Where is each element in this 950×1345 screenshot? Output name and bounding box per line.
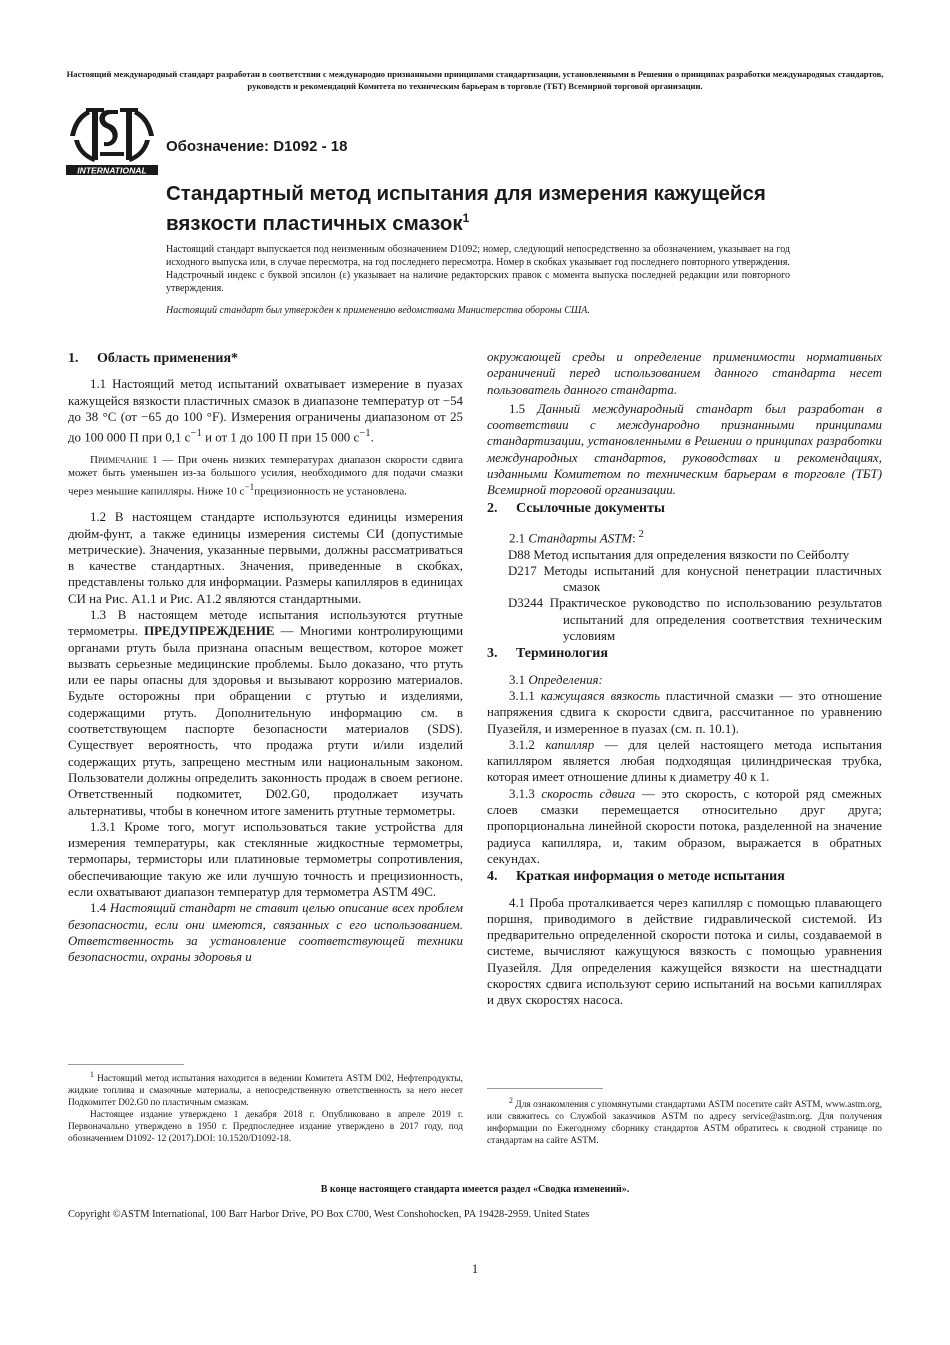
- footnote-1-edition: Настоящее издание утверждено 1 декабря 2018 г. Опубликовано в апреле 2019 г. Первоначально утверждено в 1950 г. Предпоследнее издание утверждено в 2017 году, под обозначением D1092- 12 (2017).DOI: 10.1520/D1092-18.: [68, 1110, 463, 1145]
- copyright: Copyright ©ASTM International, 100 Barr Harbor Drive, PO Box C700, West Conshohocken, PA 19428-2959. United States: [68, 1209, 590, 1220]
- footnote-2: $^2$ Для ознакомления с упомянутыми стандартами ASTM посетите сайт ASTM, www.astm.org, или свяжитесь со Службой заказчиков ASTM по адресу service@astm.org. Для получения информации по Ежегодному сборнику стандартов ASTM обратитесь к сводной странице по стандартам на сайте ASTM.: [487, 1096, 882, 1147]
- section-2-heading: 2. Ссылочные документы: [487, 500, 665, 516]
- footnote-1: $^1$ Настоящий метод испытания находится в ведении Комитета ASTM D02, Нефтепродукты, жидкие топлива и смазочные материалы, а непосредственную ответственность за него несет Подкомитет D02.G0 по пластичным смазкам.: [68, 1070, 463, 1109]
- issue-note: Настоящий стандарт выпускается под неизменным обозначением D1092; номер, следующий непосредственно за обозначением, указывает на год исходного выпуска или, в случае пересмотра, на год последнего пересмотра. Номер в скобках указывает год последнего повторного утверждения. Надстрочный индекс с буквой эпсилон (ε) указывает на наличие редакторских правок с момента выпуска последней редакции или повторного утверждения.: [166, 244, 790, 294]
- footnotes-left: [68, 1064, 463, 1145]
- footnote-divider: [487, 1088, 603, 1089]
- right-column: [487, 349, 882, 1009]
- section-1-heading: 1. Область применения*: [68, 351, 239, 366]
- footnotes-right: [487, 1088, 882, 1147]
- paragraph-4-1: 4.1 Проба проталкивается через капилляр с помощью плавающего поршня, приводимого в действие гидравлической системой. Из предварительно определенной скорости потока и силы, создаваемой в системе, вычисляют кажущуюся вязкость с помощью уравнения Пуазейля. Для определения кажущейся вязкости на шестнадцати скоростях сдвига используют серию испытаний на восьми капиллярах и двух скоростях насоса.: [487, 895, 882, 1008]
- paragraph-3-1-3: 3.1.3 скорость сдвига — это скорость, с которой ряд смежных слоев смазки перемещается относительно друг друга; пропорциональна линейной скорости потока, разделенной на значение радиуса капилляра, и, таким образом, выражается в обратных секундах.: [487, 786, 882, 866]
- paragraph-1-1: 1.1 Настоящий метод испытаний охватывает измерение в пуазах кажущейся вязкости пластичных смазок в диапазоне температур от −54 до 38 °С (от −65 до 100 °F). Измерения ограничены диапазоном от 25 до 100 000 П при 0,1 $с^{-1}$ и от 1 до 100 П при 15 000 $с^{-1}$.: [68, 377, 463, 445]
- paragraph-1-2: 1.2 В настоящем стандарте используются единицы измерения дюйм-фунт, а также единицы измерения системы СИ (допустимые метрические). Значения, указанные первыми, должны рассматриваться в качестве стандартных. Значения, приведенные в скобках, представлены только для информации. Размеры капилляров в единицах СИ на Рис. A1.1 и Рис. A1.2 являются стандартными.: [68, 510, 463, 606]
- paragraph-3-1-2: 3.1.2 капилляр — для целей настоящего метода испытания капилляром является любая подходящая цилиндрическая трубка, которая имеет отношение длины к диаметру 40 к 1.: [487, 737, 882, 785]
- paragraph-1-3: 1.3 В настоящем методе испытания используются ртутные термометры. ПРЕДУПРЕЖДЕНИЕ — Многими контролирующими органами ртуть была признана опасным веществом, которое может вызвать серьезные медицинские проблемы. Было доказано, что ртуть или ее пары опасны для здоровья и вызывают коррозию материалов. Будьте осторожны при обращении с ртутью и изделиями, содержащими ртуть. Дополнительную информацию см. в соответствующем паспорте безопасности материалов (SDS). Существует вероятность, что продажа ртути и/или изделий содержащих ртуть, запрещено местным или национальным законом. Пользователи должны определить законность продаж в своем регионе. Ответственный подкомитет, D02.G0, продолжает изучать альтернативы, чтобы в конечном итоге заменить ртутные термометры.: [68, 608, 463, 818]
- reference-d217: D217 Методы испытаний для конусной пенетрации пластичных смазок: [508, 563, 882, 595]
- note-1: Примечание 1 — При очень низких температурах диапазон скорости сдвига может быть уменьшен из-за большого усилия, необходимого для подачи смазки через меньшие капилляры. Ниже 10 $с^{-1}прецизионность$ не установлена.: [68, 453, 464, 498]
- footnote-divider: [68, 1064, 184, 1065]
- title-footnote-mark: 1: [462, 211, 470, 225]
- approval-note: Настоящий стандарт был утвержден к применению ведомствами Министерства обороны США.: [166, 305, 590, 316]
- section-4-heading: 4. Краткая информация о методе испытания: [487, 869, 785, 885]
- paragraph-1-4: 1.4 Настоящий стандарт не ставит целью описание всех проблем безопасности, если они имеются, связанных с его использованием. Ответственность за установление соответствующей техники безопасности, охраны здоровья и: [68, 901, 463, 965]
- paragraph-1-4-continued: окружающей среды и определение применимости нормативных ограничений перед использованием данного стандарта несет пользователь данного стандарта.: [487, 350, 882, 397]
- reference-d88: D88 Метод испытания для определения вязкости по Сейболту: [508, 547, 850, 562]
- paragraph-3-1-1: 3.1.1 кажущаяся вязкость пластичной смазки — это отношение напряжения сдвига к скорости сдвига, рассчитанное по уравнению Пуазейля, и измеренное в пуазах (см. п. 10.1).: [487, 688, 882, 736]
- standard-title: [166, 182, 806, 236]
- paragraph-1-3-1: 1.3.1 Кроме того, могут использоваться такие устройства для измерения температуры, как стеклянные жидкостные термометры, термопары, термисторы или платиновые термометры сопротивления, обеспечивающие такую же или лучшую точность и прецизионность, если охватывают диапазон температур для термометра ASTM 49C.: [68, 819, 463, 900]
- reference-d3244: D3244 Практическое руководство по использованию результатов испытаний для определения соответствия техническим условиям: [508, 596, 882, 644]
- section-3-heading: 3. Терминология: [487, 646, 608, 662]
- warning-label: ПРЕДУПРЕЖДЕНИЕ: [144, 624, 275, 639]
- international-standard-notice: Настоящий международный стандарт разработан в соответствии с международно признанными принципами стандартизации, установленными в Решении о принципах разработки международных стандартов, руководств и рекомендаций Комитета по техническим барьерам в торговле (ТБТ) Всемирной торговой организации.: [66, 69, 884, 91]
- astm-logo: [64, 102, 160, 176]
- paragraph-1-5: 1.5 Данный международный стандарт был разработан в соответствии с международно признанными принципами стандартизации, установленными в Решении о принципах разработки международных стандартов, руководствах и рекомендациях, изданными Комитетом по техническим барьерам в торговле (ТБТ) Всемирной торговой организации.: [487, 401, 882, 498]
- designation: Обозначение: D1092 - 18: [166, 138, 348, 155]
- page-number: 1: [471, 1262, 479, 1276]
- title-text: Стандартный метод испытания для измерения кажущейся вязкости пластичных смазок: [166, 182, 766, 235]
- paragraph-2-1: 2.1 Стандарты ASTM: $^2$: [509, 527, 644, 546]
- summary-of-changes-note: В конце настоящего стандарта имеется раздел «Сводка изменений».: [320, 1184, 630, 1195]
- left-column: [68, 349, 463, 966]
- paragraph-3-1: 3.1 Определения:: [509, 672, 603, 687]
- logo-wordmark: INTERNATIONAL: [77, 165, 147, 176]
